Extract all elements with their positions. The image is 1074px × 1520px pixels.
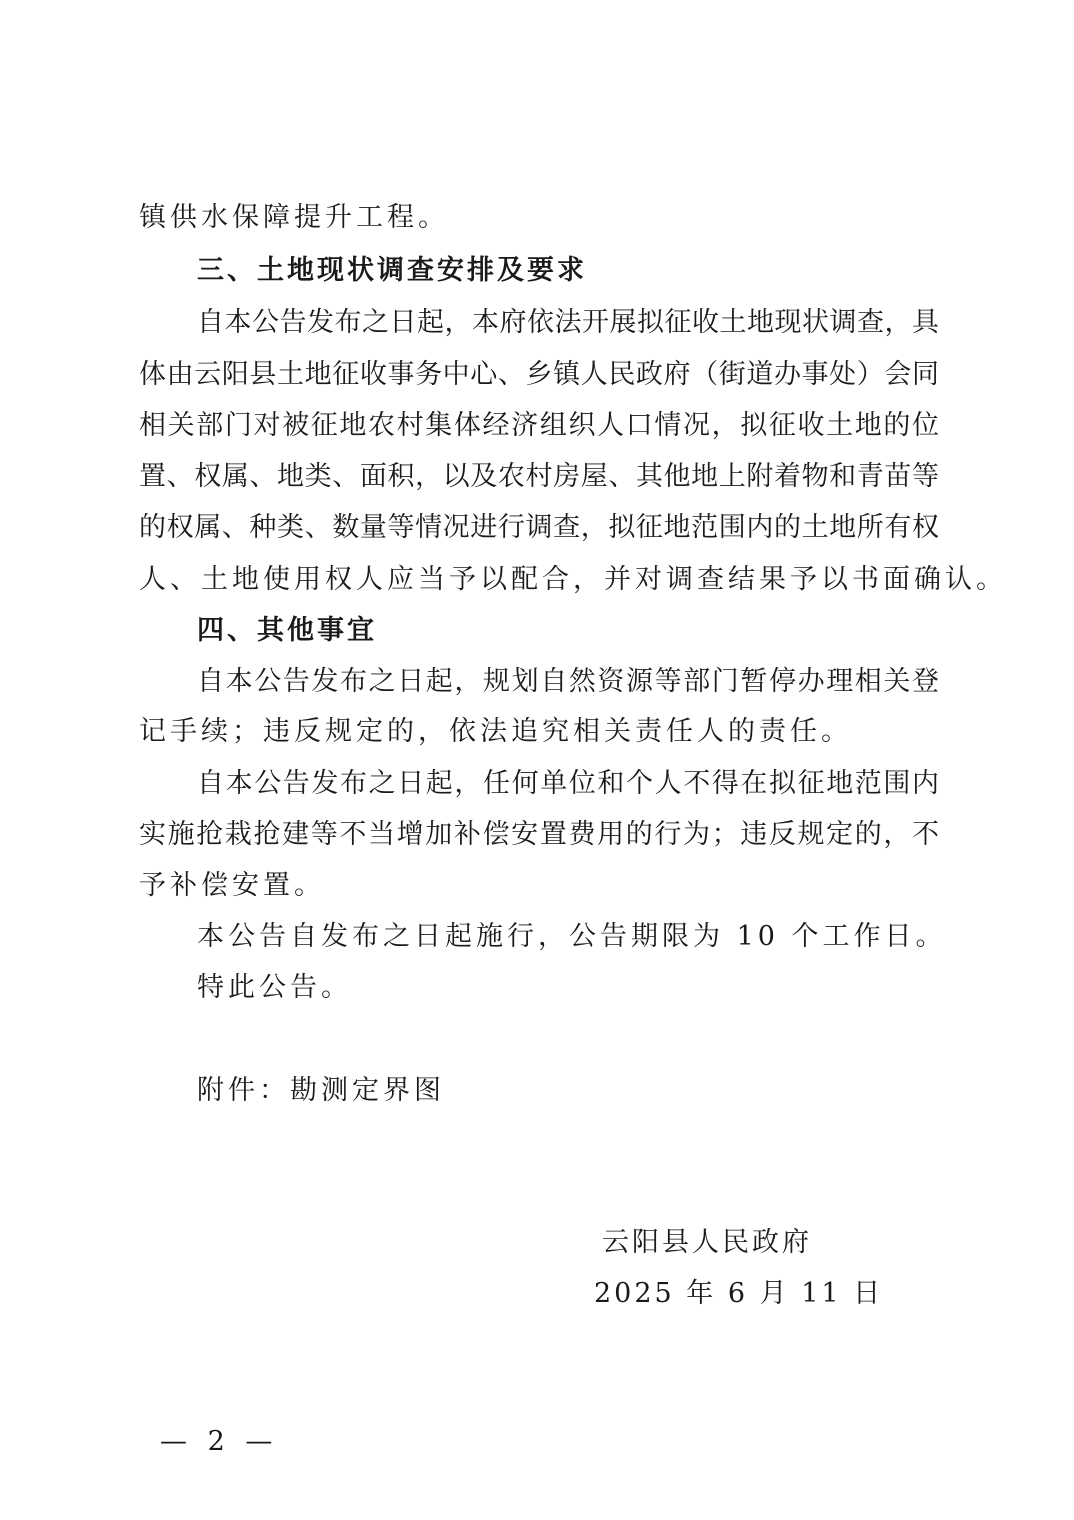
signature-date: 2025 年 6 月 11 日 (594, 1278, 884, 1309)
body-line: 相关部门对被征地农村集体经济组织人口情况，拟征收土地的位 (139, 410, 939, 441)
closing-line: 特此公告。 (197, 972, 352, 1003)
body-line: 予补偿安置。 (139, 870, 325, 901)
body-line: 体由云阳县土地征收事务中心、乡镇人民政府（街道办事处）会同 (139, 359, 939, 390)
signature-org: 云阳县人民政府 (602, 1227, 812, 1258)
body-line: 自本公告发布之日起，本府依法开展拟征收土地现状调查，具 (197, 307, 939, 338)
body-line: 实施抢栽抢建等不当增加补偿安置费用的行为；违反规定的，不 (139, 819, 939, 850)
body-line: 记手续；违反规定的，依法追究相关责任人的责任。 (139, 716, 852, 747)
body-line: 人、土地使用权人应当予以配合，并对调查结果予以书面确认。 (139, 564, 1007, 595)
body-line: 的权属、种类、数量等情况进行调查，拟征地范围内的土地所有权 (139, 512, 939, 543)
section-heading-4: 四、其他事宜 (197, 615, 377, 646)
body-line: 自本公告发布之日起，规划自然资源等部门暂停办理相关登 (197, 666, 939, 697)
body-line: 置、权属、地类、面积，以及农村房屋、其他地上附着物和青苗等 (139, 461, 939, 492)
section-heading-3: 三、土地现状调查安排及要求 (197, 255, 587, 286)
attachment-line: 附件：勘测定界图 (197, 1075, 445, 1106)
body-line: 自本公告发布之日起，任何单位和个人不得在拟征地范围内 (197, 768, 939, 799)
page-number: — 2 — (160, 1426, 279, 1457)
body-line: 镇供水保障提升工程。 (139, 202, 449, 233)
body-line: 本公告自发布之日起施行，公告期限为 10 个工作日。 (197, 921, 947, 952)
